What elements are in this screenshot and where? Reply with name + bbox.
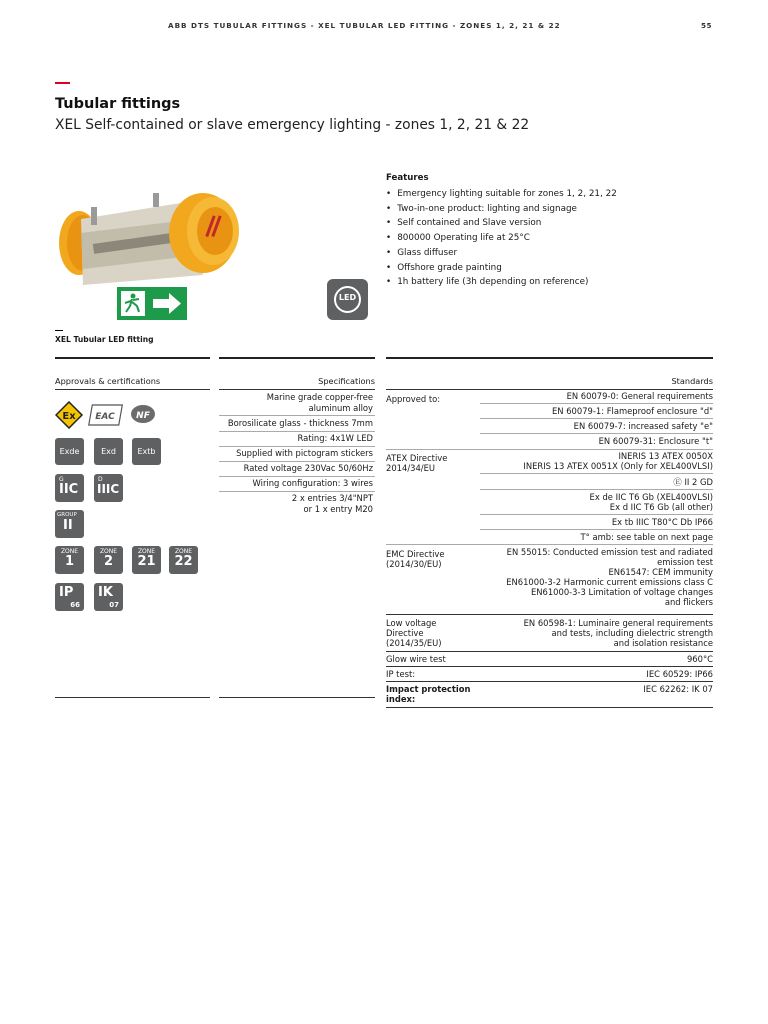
page-title: Tubular fittings xyxy=(55,96,181,112)
badge-gas-iic xyxy=(55,474,84,502)
spec-text: Borosilicate glass - thickness 7mm xyxy=(227,418,373,428)
specs-heading: Specifications xyxy=(318,376,375,386)
approved-to-label: Approved to: xyxy=(386,394,441,404)
feature-item: • Self contained and Slave version xyxy=(386,216,617,231)
specs-bottom-rule xyxy=(219,697,375,698)
standard-item: EN 60079-31: Enclosure "t" xyxy=(598,436,713,446)
badge-extb-label: Extb xyxy=(137,447,156,456)
feature-item: • 1h battery life (3h depending on reference) xyxy=(386,275,617,290)
atex-cert-line: INERIS 13 ATEX 0050X xyxy=(618,451,713,461)
standards-top-rule xyxy=(386,357,713,359)
badge-ip66 xyxy=(55,583,84,611)
spec-text: or 1 x entry M20 xyxy=(303,504,373,514)
section-divider xyxy=(386,666,713,667)
row-divider xyxy=(480,403,713,404)
badge-group-big: II xyxy=(63,518,73,533)
spec-row xyxy=(219,448,375,462)
emc-label xyxy=(386,549,445,569)
spec-text: Rated voltage 230Vac 50/60Hz xyxy=(243,463,373,473)
photo-caption: XEL Tubular LED fitting xyxy=(55,335,154,344)
page-number: 55 xyxy=(701,21,713,30)
impact-value: IEC 62262: IK 07 xyxy=(643,684,713,694)
spec-row xyxy=(219,478,375,492)
badge-zone-22-small: ZONE xyxy=(174,548,193,555)
lv-standards xyxy=(524,618,713,648)
badge-group-ii xyxy=(55,510,84,538)
atex-marking: Ⓔ II 2 GD xyxy=(673,477,713,487)
impact-label-line: Impact protection xyxy=(386,684,471,694)
atex-cert xyxy=(523,451,713,471)
standard-item: EN 60079-7: increased safety "e" xyxy=(573,421,713,431)
badge-gas-iic-big: IIC xyxy=(59,482,79,497)
row-divider xyxy=(480,514,713,515)
emc-line: EN61000-3-3 Limitation of voltage changes xyxy=(530,587,713,597)
badge-ip-big: IP xyxy=(59,585,74,600)
atex-label xyxy=(386,453,447,473)
atex-ambient: T° amb: see table on next page xyxy=(580,532,713,542)
spec-row xyxy=(219,463,375,477)
ex-logo-text: Ex xyxy=(62,411,76,422)
section-divider xyxy=(386,449,713,450)
emc-label-line: EMC Directive xyxy=(386,549,445,559)
ip-label: IP test: xyxy=(386,669,416,679)
lv-label-line: Directive xyxy=(386,628,424,638)
emc-line: EN 55015: Conducted emission test and radiated xyxy=(506,547,713,557)
badge-dust-iiic-big: IIIC xyxy=(97,482,120,496)
badge-zone-1-small: ZONE xyxy=(60,548,79,555)
lv-label xyxy=(386,618,442,648)
badge-dust-iiic xyxy=(94,474,123,502)
atex-label-line: ATEX Directive xyxy=(386,453,448,463)
spec-text: aluminum alloy xyxy=(308,403,373,413)
feature-item: • Glass diffuser xyxy=(386,246,617,261)
approvals-heading-rule xyxy=(55,389,210,390)
badge-ik07 xyxy=(94,583,123,611)
section-divider xyxy=(386,544,713,545)
specs-top-rule xyxy=(219,357,375,359)
section-divider xyxy=(386,681,713,682)
atex-gas-code xyxy=(590,492,713,512)
emc-line: and flickers xyxy=(664,597,713,607)
row-divider xyxy=(480,489,713,490)
feature-item: • 800000 Operating life at 25°C xyxy=(386,231,617,246)
eac-logo-text: EAC xyxy=(95,412,115,422)
badge-zone-22 xyxy=(169,546,198,574)
badge-ik-small: 07 xyxy=(109,601,119,609)
standards-bottom-rule xyxy=(386,707,713,708)
badge-zone-21-small: ZONE xyxy=(137,548,156,555)
product-photo xyxy=(53,185,243,325)
feature-item: • Emergency lighting suitable for zones 1, 2, 21, 22 xyxy=(386,187,617,202)
spec-row xyxy=(219,433,375,447)
badge-exd xyxy=(94,438,123,465)
nf-logo xyxy=(131,405,155,423)
row-divider xyxy=(480,473,713,474)
spec-row xyxy=(219,418,375,432)
lv-line: and isolation resistance xyxy=(613,638,713,648)
glow-label: Glow wire test xyxy=(386,654,446,664)
page-subtitle: XEL Self-contained or slave emergency lighting - zones 1, 2, 21 & 22 xyxy=(55,117,530,133)
badge-group-small: GROUP xyxy=(57,512,77,518)
caption-dash xyxy=(55,330,63,331)
badge-zone-2 xyxy=(94,546,123,574)
spec-text: Marine grade copper-free xyxy=(266,392,373,402)
atex-label-line: 2014/34/EU xyxy=(386,463,436,473)
badge-exde xyxy=(55,438,84,465)
approvals-top-rule xyxy=(55,357,210,359)
badge-extb xyxy=(132,438,161,465)
emc-line: EN61547: CEM immunity xyxy=(608,567,713,577)
standard-item: EN 60079-1: Flameproof enclosure "d" xyxy=(552,406,713,416)
nf-logo-text: NF xyxy=(136,411,150,421)
spec-text: Supplied with pictogram stickers xyxy=(236,448,373,458)
emc-label-line: (2014/30/EU) xyxy=(386,559,442,569)
badge-dust-iiic-small: D xyxy=(98,476,103,483)
atex-cert-line: INERIS 13 ATEX 0051X (Only for XEL400VLSI) xyxy=(523,461,713,471)
badge-zone-2-big: 2 xyxy=(103,554,114,569)
badge-exde-label: Exde xyxy=(59,447,80,456)
atex-dust-code: Ex tb IIIC T80°C Db IP66 xyxy=(611,517,713,527)
lv-line: and tests, including dielectric strength xyxy=(551,628,713,638)
lv-label-line: Low voltage xyxy=(386,618,437,628)
approvals-bottom-rule xyxy=(55,697,210,698)
feature-item: • Offshore grade painting xyxy=(386,261,617,276)
emc-line: EN61000-3-2 Harmonic current emissions class C xyxy=(506,577,713,587)
spec-text: Rating: 4x1W LED xyxy=(297,433,373,443)
badge-zone-22-big: 22 xyxy=(174,554,193,569)
spec-text: 2 x entries 3/4"NPT xyxy=(291,493,373,503)
spec-text: Wiring configuration: 3 wires xyxy=(252,478,373,488)
features-list xyxy=(386,187,617,290)
glow-value: 960°C xyxy=(686,654,713,664)
badge-zone-1 xyxy=(55,546,84,574)
spec-row xyxy=(219,392,375,416)
atex-gas-line: Ex d IIC T6 Gb (all other) xyxy=(609,502,713,512)
certification-logos xyxy=(55,401,160,429)
led-badge-label: LED xyxy=(338,293,357,302)
running-header: ABB DTS TUBULAR FITTINGS - XEL TUBULAR LED FITTING - ZONES 1, 2, 21 & 22 xyxy=(168,21,561,30)
badge-exd-label: Exd xyxy=(101,447,116,456)
spec-row xyxy=(219,493,375,517)
badge-zone-21 xyxy=(132,546,161,574)
badge-ik-big: IK xyxy=(98,585,113,600)
approvals-heading: Approvals & certifications xyxy=(55,376,161,386)
emc-line: emission test xyxy=(657,557,713,567)
eac-logo xyxy=(89,405,123,425)
emc-standards xyxy=(506,547,713,607)
badge-zone-1-big: 1 xyxy=(64,554,75,569)
atex-gas-line: Ex de IIC T6 Gb (XEL400VLSI) xyxy=(589,492,713,502)
section-divider xyxy=(386,614,713,615)
features-heading: Features xyxy=(386,173,429,183)
impact-label xyxy=(386,684,471,704)
ip-value: IEC 60529: IP66 xyxy=(646,669,713,679)
impact-label-line: index: xyxy=(386,694,416,704)
badge-zone-2-small: ZONE xyxy=(99,548,118,555)
row-divider xyxy=(480,433,713,434)
standard-item: EN 60079-0: General requirements xyxy=(566,391,713,401)
led-badge xyxy=(327,279,368,320)
badge-gas-iic-small: G xyxy=(59,476,64,483)
lv-line: EN 60598-1: Luminaire general requirements xyxy=(523,618,713,628)
standards-heading: Standards xyxy=(671,376,713,386)
feature-item: • Two-in-one product: lighting and signage xyxy=(386,202,617,217)
lv-label-line: (2014/35/EU) xyxy=(386,638,442,648)
badge-ip-small: 66 xyxy=(70,601,80,609)
atex-ex-logo xyxy=(56,402,82,428)
accent-bar xyxy=(55,82,70,84)
row-divider xyxy=(480,418,713,419)
badge-zone-21-big: 21 xyxy=(137,554,156,569)
section-divider xyxy=(386,651,713,652)
specs-heading-rule xyxy=(219,389,375,390)
row-divider xyxy=(480,529,713,530)
standards-heading-rule xyxy=(386,389,713,390)
